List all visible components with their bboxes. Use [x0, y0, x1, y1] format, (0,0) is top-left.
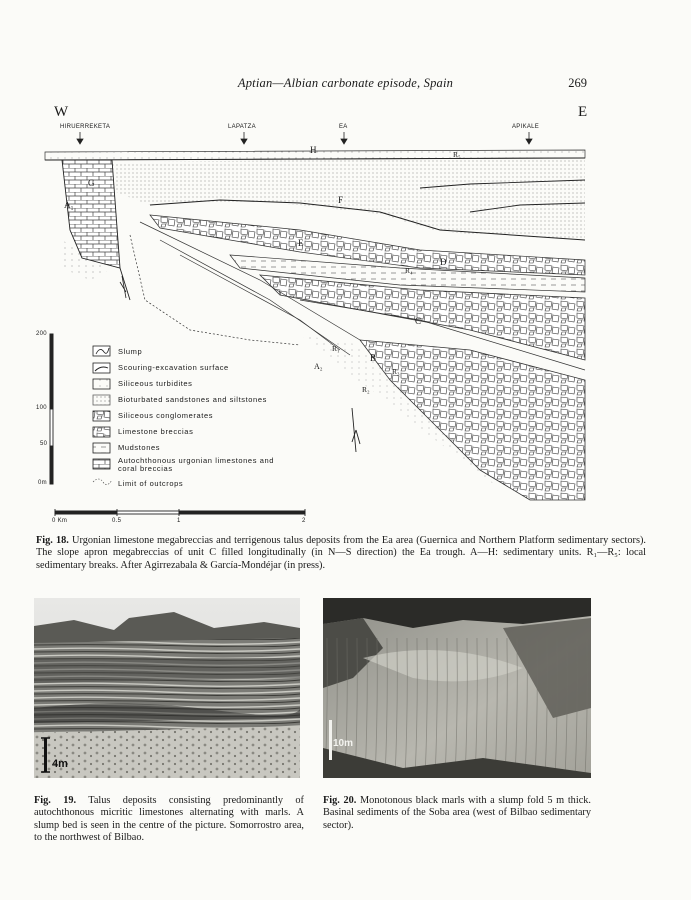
legend-label: Slump — [118, 347, 143, 356]
black-marls-photo — [323, 598, 591, 778]
unit-label: A₁ — [64, 200, 74, 210]
break-label: R₅ — [453, 150, 461, 159]
running-title: Aptian—Albian carbonate episode, Spain — [237, 76, 454, 90]
locality-label: EA — [339, 124, 348, 130]
vertical-scale-label: 50 — [40, 441, 48, 447]
unit-label: B — [370, 353, 377, 363]
legend-label: Limit of outcrops — [118, 479, 184, 488]
horizontal-scale-label: 0 Km — [52, 518, 68, 524]
horizontal-scale-label: 0.5 — [112, 518, 122, 524]
figure-20-photo — [323, 598, 591, 778]
locality-label: APIKALE — [512, 124, 540, 130]
caption-label: Fig. 20. — [323, 795, 357, 806]
unit-label: H — [310, 145, 317, 155]
direction-east-label: E — [578, 104, 588, 120]
vertical-scale-label: 100 — [36, 405, 47, 411]
direction-west-label: W — [54, 104, 69, 120]
legend-label: Bioturbated sandstones and siltstones — [118, 395, 267, 404]
horizontal-scale-label: 1 — [177, 518, 181, 524]
vertical-scale-label: 200 — [36, 331, 47, 337]
unit-label: D — [440, 257, 447, 267]
vertical-scale-label: 0m — [38, 480, 47, 486]
unit-label: F — [338, 195, 344, 205]
talus-deposits-photo — [34, 598, 300, 778]
legend-label: Autochthonous urgonian limestones and coral breccias — [118, 456, 275, 473]
legend-label: Limestone breccias — [118, 427, 194, 436]
break-label: R₄ — [405, 266, 413, 275]
caption-label: Fig. 18. — [36, 535, 69, 546]
break-label: R₃ — [392, 367, 400, 376]
figure-19-caption — [34, 795, 304, 844]
page-number: 269 — [568, 76, 587, 90]
legend-label: Mudstones — [118, 443, 161, 452]
legend-label: Scouring-excavation surface — [118, 363, 229, 372]
unit-label: C — [415, 316, 422, 326]
caption-label: Fig. 19. — [34, 795, 77, 806]
figure-20-scale-label: 10m — [333, 738, 354, 749]
legend-label: Siliceous conglomerates — [118, 411, 214, 420]
unit-label: E — [298, 238, 304, 248]
figure-19-scale-label: 4m — [52, 758, 68, 770]
legend-label: Siliceous turbidites — [118, 379, 193, 388]
figure-20-caption — [323, 795, 591, 832]
locality-label: HIRUERREKETA — [60, 124, 111, 130]
caption-text: Talus deposits consisting predominantly of autochthonous micritic limestones alternating with marls. A slump bed is seen in the centre of the picture. Somorrostro area, to the northwest of Bilbao. — [34, 795, 304, 843]
figure-19-photo — [34, 598, 300, 778]
unit-label: G — [88, 178, 95, 188]
horizontal-scale-label: 2 — [302, 518, 306, 524]
break-label: R₂ — [362, 385, 370, 394]
figure-18-caption — [36, 535, 646, 572]
caption-text: Monotonous black marls with a slump fold 5 m thick. Basinal sediments of the Soba area (west of Bilbao sedimentary sector). — [323, 795, 591, 831]
break-label: R₁ — [332, 344, 340, 353]
locality-label: LAPATZA — [228, 124, 256, 130]
unit-label: A₂ — [314, 362, 323, 371]
caption-text: Urgonian limestone megabreccias and terrigenous talus deposits from the Ea area (Guernica and Northern Platform sedimentary sectors). The slope apron megabreccias of unit C filled longitudinally (in N—S direction) the Ea trough. A—H: sedimentary units. R₁—R₅: local sedimentary breaks. After Agirrezabala & García-Mondéjar (in press). — [36, 535, 646, 571]
